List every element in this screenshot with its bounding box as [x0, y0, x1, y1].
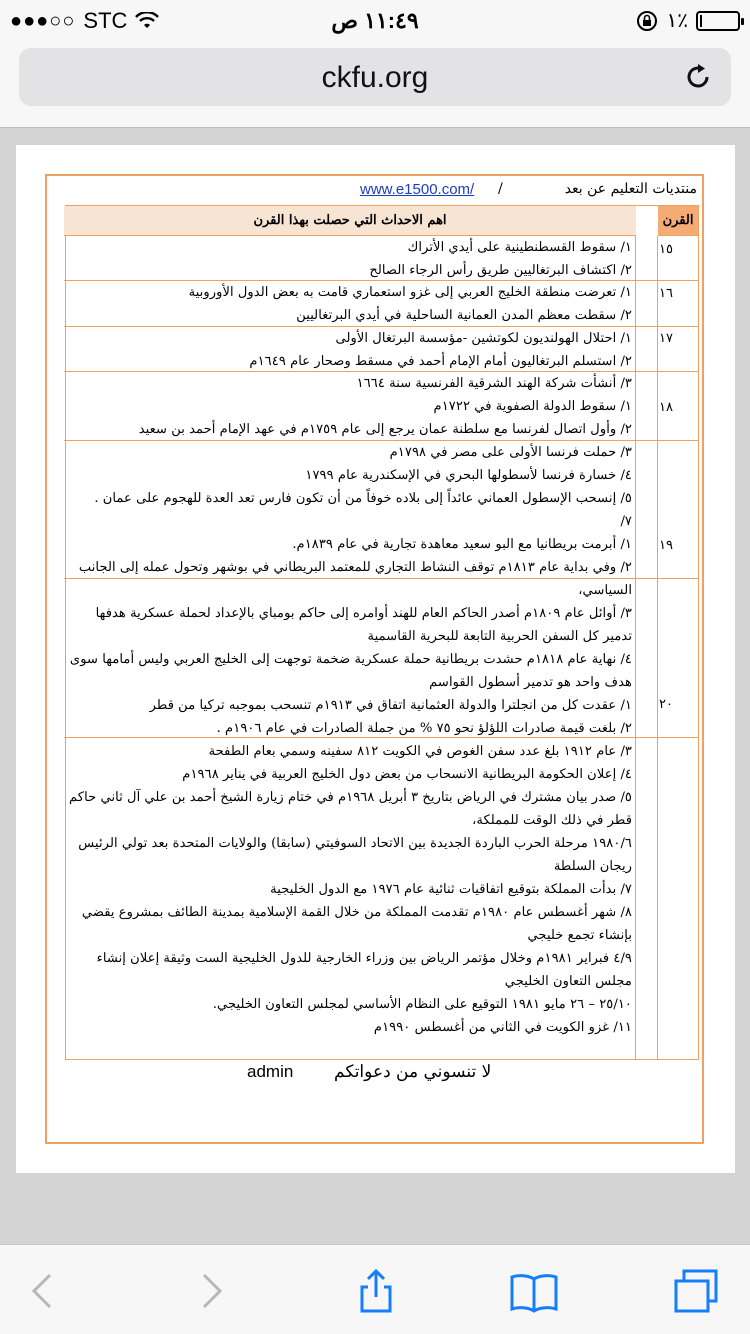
event-item: ٣/ أوائل عام ١٨٠٩م أصدر الحاكم العام للهند أوامره إلى حاكم بومباي بالإعداد لحملة عسكرية هدفها تدمير كل السفن الحربية التابعة للبحرية القاسمية [95, 606, 632, 644]
signal-strength: ●●●○○ [10, 9, 76, 32]
event-item: ٢/ سقطت معظم المدن العمانية الساحلية في أيدي البرتغاليين [296, 308, 632, 323]
status-bar [0, 0, 750, 40]
bookmarks-icon[interactable] [510, 1267, 558, 1315]
clock: ١١:٤٩ ص [331, 8, 419, 33]
website-link[interactable]: www.e1500.com/ [360, 181, 475, 198]
event-item: ٤/ نهاية عام ١٨١٨م حشدت بريطانية حملة عسكرية ضخمة توجهت إلى الخليج العربي وليس أمامها سوى هدف واحد هو تدمير أسطول القواسم [69, 652, 632, 690]
browser-toolbar [0, 1244, 750, 1334]
footer-note: لا تنسوني من دعواتكم [334, 1062, 492, 1082]
reload-icon[interactable] [681, 60, 715, 94]
tabs-icon[interactable] [672, 1267, 720, 1315]
century-20: ٢٠ [659, 697, 673, 712]
event-item: ١/ احتلال الهولنديون لكوتشين -مؤسسة البرتغال الأولى [335, 331, 632, 346]
document-header [47, 181, 697, 201]
battery-icon [696, 11, 740, 31]
event-item: ٤/ خسارة فرنسا لأسطولها البحري في الإسكندرية عام ١٧٩٩ [305, 468, 632, 483]
event-item: ٨/ شهر أغسطس عام ١٩٨٠م تقدمت المملكة من خلال القمة الإسلامية بمدينة الطائف بمشروع يقضي بإنشاء تجمع خليجي [81, 905, 632, 943]
browser-header [0, 40, 750, 128]
forum-name: منتديات التعليم عن بعد [564, 181, 697, 197]
document-footer [47, 1062, 702, 1088]
event-item: ٥/ صدر بيان مشترك في الرياض بتاريخ ٣ أبريل ١٩٦٨م في ختام زيارة الشيخ أحمد بن علي آل ثاني حاكم قطر في ذلك الوقت للمملكة، [69, 790, 632, 828]
event-item: ١/ أبرمت بريطانيا مع البو سعيد معاهدة تجارية في عام ١٨٣٩م. [292, 537, 632, 552]
column-divider [635, 236, 636, 1059]
url-text[interactable]: ckfu.org [321, 61, 429, 94]
document-frame [45, 174, 704, 1144]
event-item: ٣/ أنشأت شركة الهند الشرقية الفرنسية سنة ١٦٦٤ [356, 376, 632, 391]
share-icon[interactable] [352, 1267, 400, 1315]
event-item: ٧/ بدأت المملكة بتوقيع اتفاقيات ثنائية عام ١٩٧٦ مع الدول الخليجية [270, 882, 632, 897]
event-item: ١/ سقوط القسطنطينية على أيدي الأتراك [407, 240, 632, 255]
event-item: ٥/ إنسحب الإسطول العماني عائداً إلى بلاده خوفاً من أن تكون فارس تعد العدة للهجوم على عمان . [94, 491, 632, 506]
event-item: ١٩٨٠/٦ مرحلة الحرب الباردة الجديدة بين الاتحاد السوفيتي (سابقا) والولايات المتحدة بعد تولي الرئيس ريجان السلطة [78, 836, 632, 874]
address-bar[interactable] [19, 48, 731, 106]
header-century: القرن [658, 206, 698, 236]
event-item: ٤/ إعلان الحكومة البريطانية الانسحاب من بعض دول الخليج العربية في يناير ١٩٦٨م [182, 767, 632, 782]
rotation-lock-icon [635, 9, 659, 33]
century-17: ١٧ [659, 331, 673, 346]
event-item: ٤/٩ فبراير ١٩٨١م وخلال مؤتمر الرياض بين وزراء الخارجية للدول الخليجية الست وثيقة إعلان إنشاء مجلس التعاون الخليجي [96, 951, 632, 989]
author-name: admin [247, 1062, 294, 1081]
events-table [65, 205, 699, 1060]
web-page [16, 145, 735, 1173]
back-icon[interactable] [20, 1267, 68, 1315]
event-item: ٢/ استسلم البرتغاليون أمام الإمام أحمد في مسقط وصحار عام ١٦٤٩م [249, 354, 632, 369]
carrier-name: STC [83, 8, 128, 33]
event-item: ١/ سقوط الدولة الصفوية في ١٧٢٢م [433, 399, 632, 414]
event-item: ١/ تعرضت منطقة الخليج العربي إلى غزو استعماري قامت به بعض الدول الأوروبية [188, 285, 632, 300]
event-item: ٣/ عام ١٩١٢ بلغ عدد سفن الغوص في الكويت ٨١٢ سفينه وسمي بعام الطفحة [208, 744, 632, 759]
forward-icon[interactable] [186, 1267, 234, 1315]
event-item: ٢/ اكتشاف البرتغاليين طريق رأس الرجاء الصالح [369, 263, 632, 278]
event-item: ١١/ غزو الكويت في الثاني من أغسطس ١٩٩٠م [373, 1020, 632, 1035]
event-item: ٢/ بلغت قيمة صادرات اللؤلؤ نحو ٧٥ % من جملة الصادرات في عام ١٩٠٦م . [216, 721, 632, 736]
event-item: ٧/ [620, 514, 632, 529]
century-15: ١٥ [659, 242, 673, 257]
event-item: ٢/ وفي بداية عام ١٨١٣م توقف النشاط التجاري للمعتمد البريطاني في بوشهر وتحول عمله إلى الجانب السياسي، [78, 560, 632, 598]
century-19: ١٩ [659, 538, 673, 553]
event-item: ١/ عقدت كل من انجلترا والدولة العثمانية اتفاق في ١٩١٣م تنسحب بموجبه تركيا من قطر [149, 698, 632, 713]
century-18: ١٨ [659, 400, 673, 415]
event-item: ٢/ وأول اتصال لفرنسا مع سلطنة عمان يرجع إلى عام ١٧٥٩م في عهد الإمام أحمد بن سعيد [138, 422, 632, 437]
header-events: اهم الاحداث التي حصلت بهذا القرن [64, 206, 636, 236]
slash-separator: / [498, 181, 503, 197]
century-16: ١٦ [659, 286, 673, 301]
column-divider [657, 236, 658, 1059]
battery-percent: ١٪ [666, 10, 688, 32]
event-item: ٣/ حملت فرنسا الأولى على مصر في ١٧٩٨م [389, 445, 632, 460]
event-item: ٢٥/١٠ – ٢٦ مايو ١٩٨١ التوقيع على النظام الأساسي لمجلس التعاون الخليجي. [212, 997, 632, 1012]
